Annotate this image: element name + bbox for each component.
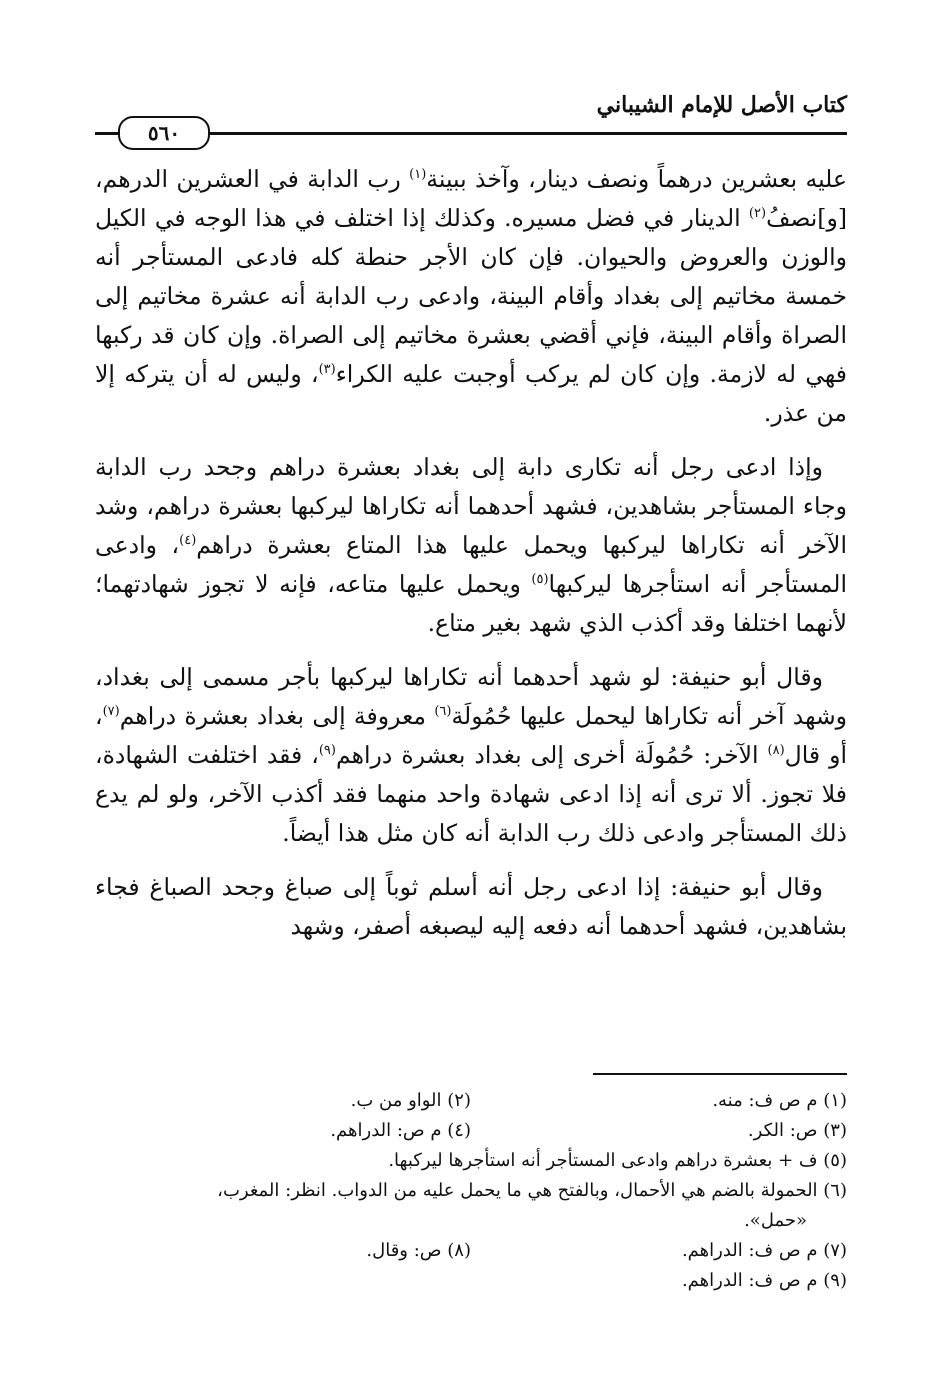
running-title: كتاب الأصل للإمام الشيباني: [596, 92, 847, 118]
footnote-6-continued: «حمل».: [744, 1210, 807, 1231]
footnotes: [95, 1086, 847, 1296]
text-segment: وقال أبو حنيفة: لو شهد أحدهما أنه تكاراها ليركبها بأجر مسمى إلى بغداد، وشهد آخر أنه تكاراها ليحمل عليها حُمُولَة: [95, 663, 847, 730]
text-segment: ، وادعى المستأجر أنه استأجرها ليركبها: [95, 531, 847, 598]
text-segment: ، وليس له أن يتركه إلا من عذر.: [95, 360, 847, 427]
paragraph-3: [95, 658, 847, 853]
text-segment: وقال أبو حنيفة: إذا ادعى رجل أنه أسلم ثوباً إلى صباغ وجحد الصباغ فجاء بشاهدين، فشهد أحدهما أنه دفعه إليه ليصبغه أصفر، وشهد: [95, 873, 847, 940]
page-number: ٥٦٠: [118, 116, 210, 150]
text-segment: وإذا ادعى رجل أنه تكارى دابة إلى بغداد بعشرة دراهم وجحد رب الدابة وجاء المستأجر بشاهدين، فشهد أحدهما أنه تكاراها ليركبها بعشرة دراهم، وشد الآخر أنه تكاراها ليركبها ويحمل عليها هذا المتاع بعشرة دراهم: [95, 453, 847, 559]
footnote-mark: (٧): [102, 704, 120, 719]
footnote-mark: (٨): [767, 743, 785, 758]
paragraph-2: [95, 448, 847, 643]
text-segment: الآخر: حُمُولَة أخرى إلى بغداد بعشرة دراهم: [335, 741, 759, 769]
text-segment: ، أو قال: [95, 702, 847, 769]
text-segment: الدينار في فضل مسيره. وكذلك إذا اختلف في هذا الوجه في الكيل والوزن والعروض والحيوان. فإن كان الأجر حنطة كله فادعى المستأجر أنه خمسة مخاتيم إلى بغداد وأقام البينة، وادعى رب الدابة أنه عشرة مخاتيم إلى الصراة وأقام البينة، فإني أقضي بعشرة مخاتيم إلى الصراة. وإن كان قد ركبها فهي له لازمة. وإن كان لم يركب أوجبت عليه الكراء: [95, 204, 847, 388]
footnote-row: [95, 1236, 847, 1266]
footnote-9: (٩) م ص ف: الدراهم.: [681, 1270, 847, 1291]
paragraph-1: [95, 160, 847, 433]
footnote-2: (٢) الواو من ب.: [350, 1090, 471, 1111]
text-segment: ويحمل عليها متاعه، فإنه لا تجوز شهادتهما؛ لأنهما اختلفا وقد أكذب الذي شهد بغير متاع.: [95, 570, 847, 637]
footnote-8: (٨) ص: وقال.: [366, 1240, 471, 1261]
text-segment: رب الدابة في العشرين الدرهم، [و]نصفُ: [95, 165, 847, 232]
footnote-mark: (٢): [748, 206, 767, 221]
text-segment: عليه بعشرين درهماً ونصف دينار، وآخذ ببينة: [426, 165, 847, 193]
footnote-row: [95, 1086, 847, 1116]
footnote-1: (١) م ص ف: منه.: [712, 1090, 847, 1111]
footnote-mark: (٩): [318, 743, 336, 758]
footnote-6: (٦) الحمولة بالضم هي الأحمال، وبالفتح هي ما يحمل عليه من الدواب. انظر: المغرب،: [217, 1180, 847, 1201]
footnote-mark: (٤): [179, 533, 197, 548]
footnote-mark: (٦): [434, 704, 452, 719]
footnote-5: (٥) ف + بعشرة دراهم وادعى المستأجر أنه استأجرها ليركبها.: [388, 1150, 847, 1171]
page-header: [95, 88, 847, 150]
footnote-row: [95, 1116, 847, 1146]
footnote-mark: (٥): [531, 572, 549, 587]
paragraph-4: [95, 868, 847, 946]
main-text: [95, 160, 847, 961]
text-segment: معروفة إلى بغداد بعشرة دراهم: [119, 702, 426, 730]
footnote-mark: (١): [409, 167, 427, 182]
footnote-rule: [593, 1073, 847, 1075]
footnote-mark: (٣): [318, 362, 336, 377]
footnote-4: (٤) م ص: الدراهم.: [330, 1120, 471, 1141]
footnote-3: (٣) ص: الكر.: [747, 1120, 847, 1141]
text-segment: ، فقد اختلفت الشهادة، فلا تجوز. ألا ترى أنه إذا ادعى شهادة واحد منهما فقد أكذب الآخر، ولو لم يدع ذلك المستأجر وادعى ذلك رب الدابة أنه كان مثل هذا أيضاً.: [95, 741, 847, 847]
footnote-7: (٧) م ص ف: الدراهم.: [681, 1240, 847, 1261]
